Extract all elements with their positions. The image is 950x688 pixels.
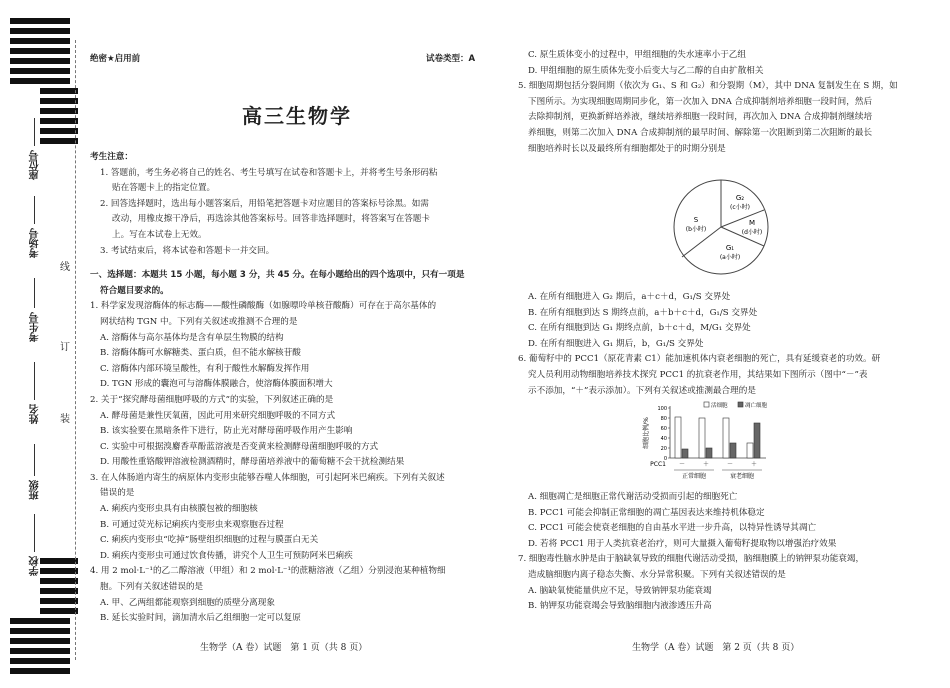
notice-line: 3. 考试结束后，将本试卷和答题卡一并交回。 <box>100 245 275 256</box>
binding-bar <box>40 118 78 124</box>
binding-bar <box>10 28 70 34</box>
q-option: C. PCC1 可能会使衰老细胞的自由基水平进一步升高，以特异性诱导其凋亡 <box>528 523 817 534</box>
phase-g1-time: (a小时) <box>719 254 741 261</box>
q-option: B. PCC1 可能会抑制正常细胞的凋亡基因表达来维持机体稳定 <box>528 507 765 518</box>
q-option: D. 若将 PCC1 用于人类抗衰老治疗，则可大量摄入葡萄籽提取物以增强治疗效果 <box>528 538 837 549</box>
fill-line <box>34 514 35 552</box>
q-line: 造成脑细胞内离子稳态失衡、水分异常积聚。下列有关叙述错误的是 <box>528 569 786 580</box>
q-line: 4. 用 2 mol·L⁻¹的乙二醇溶液（甲组）和 2 mol·L⁻¹的蔗糖溶液（乙组）分别浸泡某种植物细 <box>90 566 446 577</box>
seal-char: 装 <box>60 414 70 425</box>
field-exam-no: 考生号 <box>30 312 41 342</box>
seal-char: 线 <box>60 262 70 273</box>
field-class: 班级 <box>30 480 41 500</box>
q-line: 养细胞，则第二次加入 DNA 合成抑制剂的最早时间、解除第一次阻断到第二次阻断的最长 <box>528 127 873 138</box>
q-option: C. 实验中可根据溴麝香草酚蓝溶液是否变黄来检测酵母菌细胞呼吸的方式 <box>100 441 379 452</box>
q-line: 细胞培养时长以及最终所有细胞都处于的时期分别是 <box>528 143 726 154</box>
binding-bar <box>10 638 70 644</box>
phase-g2: G₂ <box>735 194 745 202</box>
section-heading: 符合题目要求的。 <box>100 285 169 296</box>
q-line: 2. 关于“探究酵母菌细胞呼吸的方式”的实验，下列叙述正确的是 <box>90 394 334 405</box>
binding-bar <box>40 128 78 134</box>
x-category-label: ＋ <box>750 461 758 468</box>
binding-bar <box>40 578 78 584</box>
phase-g2-time: (c小时) <box>730 204 750 211</box>
binding-bar <box>40 608 78 614</box>
x-category-label: ＋ <box>702 461 710 468</box>
binding-bar <box>10 628 70 634</box>
q-option: D. 用酸性重铬酸钾溶液检测酒精时，酵母菌培养液中的葡萄糖不会干扰检测结果 <box>100 457 405 468</box>
binding-bar <box>10 648 70 654</box>
binding-bar <box>40 588 78 594</box>
phase-s-time: (b小时) <box>685 226 707 233</box>
cell-cycle-diagram <box>656 172 786 282</box>
binding-bar <box>40 108 78 114</box>
q-option: B. 该实验要在黑暗条件下进行，防止光对酵母菌呼吸作用产生影响 <box>100 426 353 437</box>
y-tick-label: 100 <box>657 406 667 412</box>
fill-line <box>34 118 35 146</box>
binding-bar <box>10 58 70 64</box>
bar-凋亡细胞 <box>754 423 760 458</box>
binding-bar <box>40 568 78 574</box>
y-tick-label: 60 <box>660 426 667 432</box>
field-seat: 座位号 <box>30 150 41 180</box>
bar-凋亡细胞 <box>730 443 736 458</box>
fill-line <box>34 362 35 400</box>
fill-line <box>34 444 35 476</box>
row-label: PCC1 <box>650 461 666 468</box>
binding-bar <box>40 558 78 564</box>
pcc1-bar-chart <box>636 400 796 490</box>
q-option: A. 脑缺氧使能量供应不足，导致钠钾泵功能衰竭 <box>528 585 712 596</box>
q-line: 3. 在人体肠道内寄生的病原体内变形虫能够吞噬人体细胞，可引起阿米巴痢疾。下列有关叙述 <box>90 472 445 483</box>
q-option: C. 痢疾内变形虫“吃掉”肠壁组织细胞的过程与膜蛋白无关 <box>100 535 319 546</box>
q-line: 究人员利用动物细胞培养技术探究 PCC1 的抗衰老作用，其结果如下图所示（图中“－”表 <box>528 369 868 380</box>
bar-活细胞 <box>699 418 705 458</box>
q-line: 胞。下列有关叙述错误的是 <box>100 582 204 593</box>
left-column <box>90 150 482 627</box>
binding-bar <box>10 668 70 674</box>
field-name: 姓名 <box>30 404 41 424</box>
q-line: 错误的是 <box>100 488 135 499</box>
q-option: D. 在所有细胞进入 G₁ 期后，b，G₁/S 交界处 <box>528 338 704 349</box>
q-option: A. 细胞凋亡是细胞正常代谢活动受损而引起的细胞死亡 <box>528 492 738 502</box>
footer-right: 生物学（A 卷）试题 第 2 页（共 8 页） <box>632 643 800 653</box>
field-school: 学校 <box>30 556 41 576</box>
q-option: B. 可通过荧光标记痢疾内变形虫来观察胞吞过程 <box>100 519 284 530</box>
legend-swatch <box>738 402 743 407</box>
y-axis-label: 细胞比例/% <box>643 417 650 449</box>
q-option: B. 在所有细胞到达 S 期终点前，a＋b＋c＋d，G₁/S 交界处 <box>528 307 758 318</box>
notice-line: 贴在答题卡上的指定位置。 <box>112 183 216 194</box>
q-line: 去除抑制剂，更换新鲜培养液，继续培养细胞一段时间，再次加入 DNA 合成抑制剂继续培 <box>528 112 873 123</box>
q-option: C. 在所有细胞到达 G₁ 期终点前，b＋c＋d，M/G₁ 交界处 <box>528 323 751 334</box>
notice-line: 上。写在本试卷上无效。 <box>112 229 207 240</box>
binding-bar <box>40 138 78 144</box>
right-column-bottom <box>518 490 916 615</box>
phase-s: S <box>693 216 699 224</box>
binding-bar <box>10 658 70 664</box>
binding-bar <box>40 88 78 94</box>
notice-line: 2. 回答选择题时，选出每小题答案后，用铅笔把答题卡对应题目的答案标号涂黑。如需 <box>100 198 429 209</box>
q-option: A. 甲、乙两组都能观察到细胞的质壁分离现象 <box>100 597 275 608</box>
field-room: 考场号 <box>30 228 41 258</box>
notice-line: 改动，用橡皮擦干净后，再选涂其他答案标号。回答非选择题时，将答案写在答题卡 <box>112 214 430 225</box>
section-heading: 一、选择题：本题共 15 小题，每小题 3 分，共 45 分。在每小题给出的四个选项中，只有一项是 <box>90 270 465 281</box>
notice-heading: 考生注意： <box>90 152 133 162</box>
fill-line <box>34 196 35 224</box>
y-tick-label: 20 <box>660 446 667 452</box>
q-option: A. 酵母菌是兼性厌氧菌，因此可用来研究细胞呼吸的不同方式 <box>100 410 336 421</box>
binding-bar <box>10 68 70 74</box>
q-line: 6. 葡萄籽中的 PCC1（原花青素 C1）能加速机体内衰老细胞的死亡，具有延缓衰老的功效。研 <box>518 354 881 365</box>
q-option: A. 溶酶体与高尔基体均是含有单层生物膜的结构 <box>100 332 284 343</box>
bar-活细胞 <box>747 443 753 458</box>
phase-m-time: (d小时) <box>741 229 763 236</box>
legend-label: 活细胞 <box>711 403 728 409</box>
phase-g1: G₁ <box>725 244 735 252</box>
binding-bar <box>10 78 70 84</box>
binding-bar <box>40 598 78 604</box>
q-line: 网状结构 TGN 中。下列有关叙述或推测不合理的是 <box>100 316 298 327</box>
secret-label: 绝密★启用前 <box>90 54 141 64</box>
right-column-top <box>518 48 916 157</box>
seal-char: 订 <box>60 342 70 353</box>
q-option: D. 甲组细胞的原生质体先变小后变大与乙二醇的自由扩散相关 <box>528 65 764 76</box>
q-line: 7. 细胞毒性脑水肿是由于脑缺氧导致的细胞代谢活动受损，脑细胞膜上的钠钾泵功能衰竭， <box>518 554 865 565</box>
y-tick-label: 0 <box>663 456 667 462</box>
spacer <box>90 259 482 268</box>
q-option: A. 在所有细胞进入 G₂ 期后，a＋c＋d，G₁/S 交界处 <box>528 292 731 302</box>
q-line: 下图所示。为实现细胞周期同步化，第一次加入 DNA 合成抑制剂培养细胞一段时间，然后 <box>528 96 873 107</box>
q-option: A. 痢疾内变形虫具有由核膜包被的细胞核 <box>100 504 258 515</box>
legend-swatch <box>704 402 709 407</box>
binding-bar <box>10 18 70 24</box>
q-option: D. 痢疾内变形虫可通过饮食传播，讲究个人卫生可预防阿米巴痢疾 <box>100 550 353 561</box>
y-tick-label: 80 <box>660 416 667 422</box>
x-category-label: － <box>726 461 734 468</box>
q-option: B. 钠钾泵功能衰竭会导致脑细胞内液渗透压升高 <box>528 601 712 612</box>
notice-line: 1. 答题前，考生务必将自己的姓名、考生号填写在试卷和答题卡上，并将考生号条形码粘 <box>100 167 438 178</box>
q-line: 1. 科学家发现溶酶体的标志酶——酸性磷酸酶（如腺嘌呤单核苷酸酶）可存在于高尔基体的 <box>90 301 437 312</box>
bar-凋亡细胞 <box>706 448 712 458</box>
fill-line <box>34 278 35 308</box>
right-column-mid <box>518 290 916 399</box>
group-label: 衰老细胞 <box>729 473 755 480</box>
binding-bar <box>10 618 70 624</box>
bar-凋亡细胞 <box>682 449 688 458</box>
q-option: C. 溶酶体内部环境呈酸性，有利于酸性水解酶发挥作用 <box>100 363 310 374</box>
bar-活细胞 <box>723 418 729 458</box>
q-option: C. 原生质体变小的过程中，甲组细胞的失水速率小于乙组 <box>528 50 746 60</box>
binding-bar <box>10 48 70 54</box>
binding-bar <box>10 38 70 44</box>
bar-活细胞 <box>675 417 681 458</box>
q-line: 5. 细胞周期包括分裂间期（依次为 G₁、S 和 G₂）和分裂期（M），其中 DNA 复制发生在 S 期，如 <box>518 81 898 92</box>
legend-label: 凋亡细胞 <box>745 403 768 409</box>
q-option: D. TGN 形成的囊泡可与溶酶体膜融合，使溶酶体膜面积增大 <box>100 379 333 390</box>
q-line: 示不添加，“＋”表示添加）。下列有关叙述或推测最合理的是 <box>528 385 756 396</box>
page-title: 高三生物学 <box>242 104 352 128</box>
footer-left: 生物学（A 卷）试题 第 1 页（共 8 页） <box>200 643 368 653</box>
x-category-label: － <box>678 461 686 468</box>
phase-m: M <box>748 219 756 227</box>
binding-bar <box>40 98 78 104</box>
group-label: 正常细胞 <box>681 473 707 480</box>
seal-line <box>75 40 76 660</box>
paper-type: 试卷类型：A <box>426 54 476 64</box>
q-option: B. 溶酶体酶可水解糖类、蛋白质，但不能水解核苷酸 <box>100 348 301 359</box>
q-option: B. 延长实验时间，滴加清水后乙组细胞一定可以复原 <box>100 613 301 624</box>
y-tick-label: 40 <box>660 436 667 442</box>
